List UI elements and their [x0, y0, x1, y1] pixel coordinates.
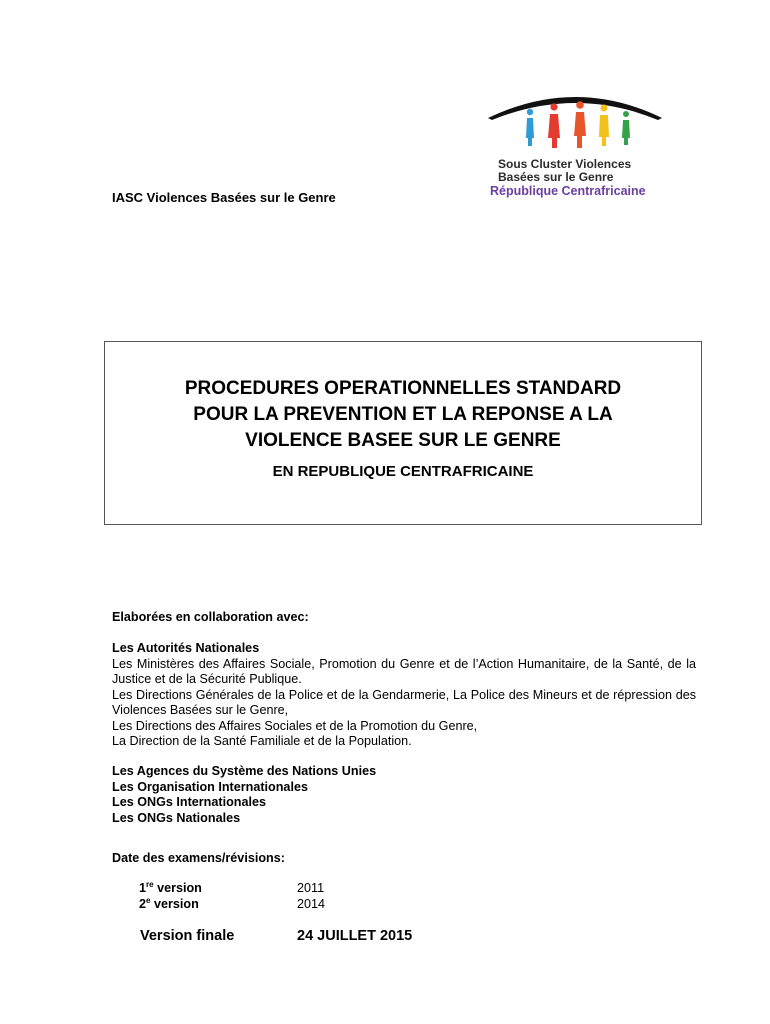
agency-item: Les Agences du Système des Nations Unies [112, 764, 377, 778]
authorities-item: Les Directions des Affaires Sociales et de la Promotion du Genre, [112, 718, 478, 733]
organization-line: IASC Violences Basées sur le Genre [112, 190, 336, 205]
version1-year: 2011 [297, 881, 325, 895]
agency-item: Les ONGs Internationales [112, 795, 266, 809]
logo-figures-icon [486, 92, 666, 158]
authorities-heading: Les Autorités Nationales [112, 641, 260, 655]
title-line3: VIOLENCE BASEE SUR LE GENRE [245, 430, 561, 451]
final-version-date: 24 JUILLET 2015 [297, 928, 413, 944]
version2-year: 2014 [297, 897, 326, 911]
sous-cluster-logo [486, 92, 666, 204]
agency-item: Les ONGs Nationales [112, 810, 241, 825]
agency-item: Les Organisation Internationales [112, 779, 308, 794]
logo-text-line1: Sous Cluster Violences [498, 157, 632, 171]
logo-text-line3: République Centrafricaine [490, 184, 646, 198]
title-box [104, 341, 702, 525]
national-authorities-block [112, 641, 696, 750]
collaboration-heading: Elaborées en collaboration avec: [112, 610, 309, 624]
logo-text-line2: Basées sur le Genre [498, 170, 614, 184]
version2-label: 2e version [139, 896, 199, 911]
revisions-heading: Date des examens/révisions: [112, 851, 285, 865]
title-subtitle: EN REPUBLIQUE CENTRAFRICAINE [272, 463, 534, 480]
agencies-list [112, 764, 376, 826]
version1-label: 1re version [139, 880, 202, 895]
authorities-item: Les Directions Générales de la Police et de la Gendarmerie, La Police des Mineurs et de répression des Violences Basées sur le Genre, [112, 687, 696, 717]
title-line1: PROCEDURES OPERATIONNELLES STANDARD [184, 378, 622, 399]
authorities-item: La Direction de la Santé Familiale et de la Population. [112, 734, 412, 748]
title-line2: POUR LA PREVENTION ET LA REPONSE A LA [193, 404, 613, 425]
final-version-label: Version finale [140, 928, 235, 944]
authorities-item: Les Ministères des Affaires Sociale, Promotion du Genre et de l’Action Humanitaire, de la Santé, de la Justice et de la Sécurité Publique. [112, 656, 696, 686]
